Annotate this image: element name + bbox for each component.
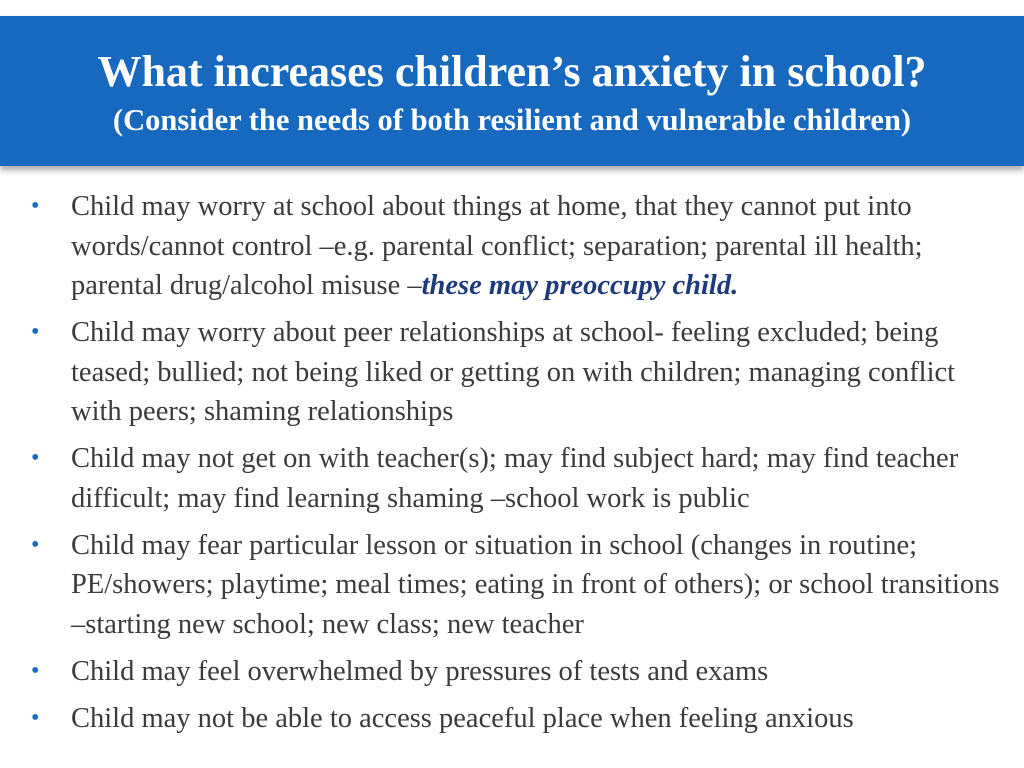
bullet-text-1: Child may worry at school about things at home, that they cannot put into words/cannot control –e.g. parental conflict; separation; parental ill health; parental drug/alcohol misuse –: [71, 191, 923, 301]
bullet-list: [0, 187, 1024, 746]
bullet-icon: •: [31, 319, 40, 345]
bullet-icon: •: [31, 704, 40, 731]
bullet-text-5: Child may feel overwhelmed by pressures of tests and exams: [71, 655, 769, 687]
slide-title: What increases children’s anxiety in school?: [97, 47, 927, 96]
bullet-icon: •: [31, 657, 40, 684]
bullet-icon: •: [31, 193, 40, 219]
bullet-emphasis-1: these may preoccupy child.: [421, 270, 739, 301]
bullet-text-6: Child may not be able to access peaceful place when feeling anxious: [71, 702, 854, 734]
bullet-item-2: [0, 313, 1024, 432]
bullet-text-4: Child may fear particular lesson or situation in school (changes in routine; PE/showers; playtime; meal times; eating in front of others); or school transitions –starting new school; new class; new teacher: [71, 529, 1000, 640]
bullet-icon: •: [31, 531, 40, 558]
bullet-item-3: [0, 439, 1024, 518]
bullet-item-5: [0, 652, 1024, 692]
bullet-item-1: [0, 187, 1024, 306]
slide-subtitle: (Consider the needs of both resilient and vulnerable children): [112, 103, 912, 137]
bullet-text-2: Child may worry about peer relationships at school- feeling excluded; being teased; bullied; not being liked or getting on with children; managing conflict with peers; shaming relationships: [71, 317, 956, 427]
bullet-text-3: Child may not get on with teacher(s); may find subject hard; may find teacher difficult; may find learning shaming –school work is public: [71, 443, 959, 514]
bullet-item-4: [0, 526, 1024, 645]
bullet-icon: •: [31, 445, 40, 471]
title-banner: [0, 16, 1024, 166]
bullet-item-6: [0, 699, 1024, 739]
